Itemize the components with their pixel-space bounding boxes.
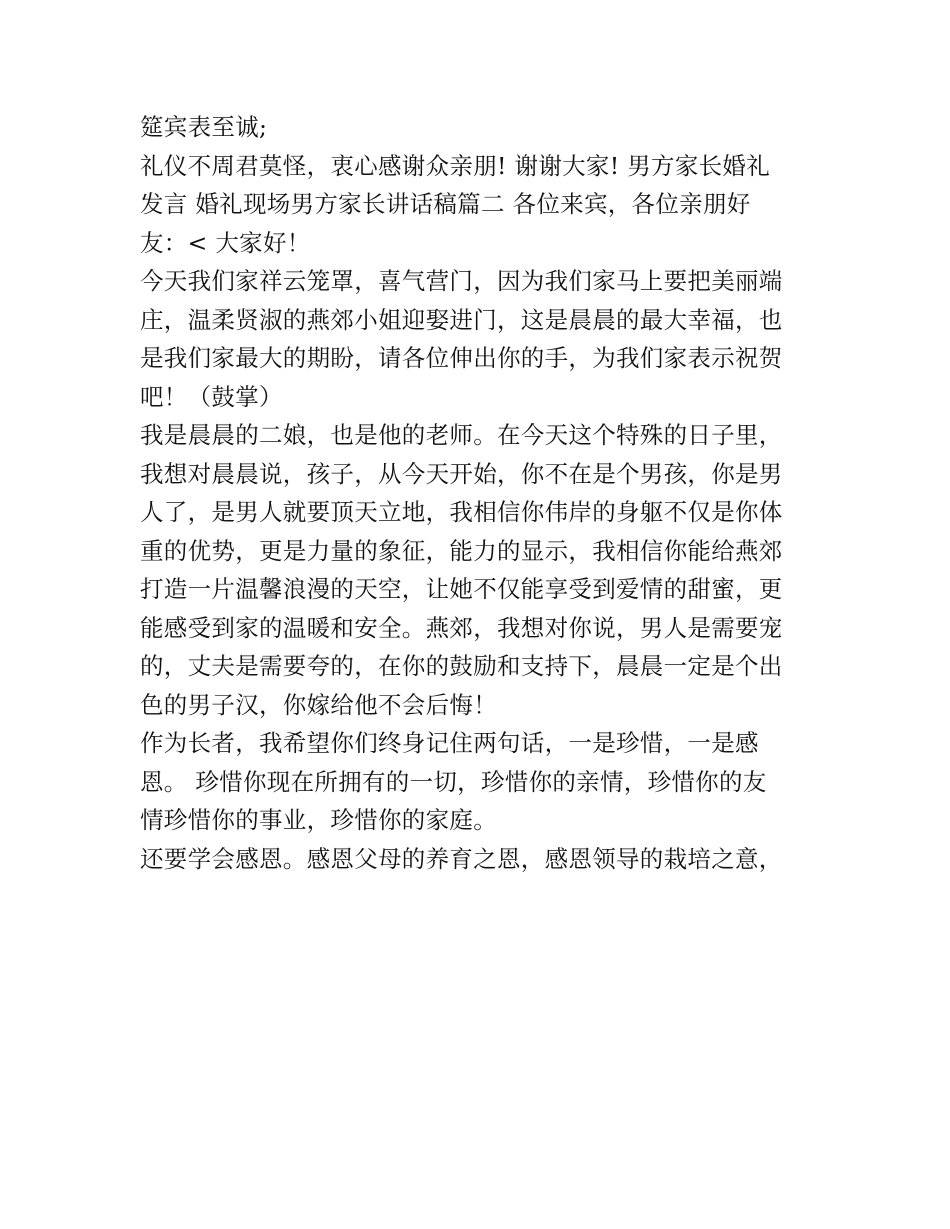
text-line: 我想对晨晨说，孩子，从今天开始，你不在是个男孩，你是男 — [140, 459, 783, 488]
text-line: 筵宾表至诚; — [140, 113, 268, 141]
text-line: 情珍惜你的事业，珍惜你的家庭。 — [140, 806, 497, 834]
text-line: 作为长者，我希望你们终身记住两句话，一是珍惜，一是感 — [140, 729, 759, 757]
text-line: 色的男子汉，你嫁给他不会后悔！ — [140, 690, 497, 719]
text-line: 重的优势，更是力量的象征，能力的显示，我相信你能给燕郊 — [140, 536, 783, 565]
text-line: 还要学会感恩。感恩父母的养育之恩，感恩领导的栽培之意， — [140, 844, 783, 873]
text-line: 是我们家最大的期盼，请各位伸出你的手，为我们家表示祝贺 — [140, 344, 783, 372]
text-line: 庄，温柔贤淑的燕郊小姐迎娶进门，这是晨晨的最大幸福，也 — [140, 305, 783, 334]
text-line: 我是晨晨的二娘，也是他的老师。在今天这个特殊的日子里， — [140, 421, 783, 449]
text-line: 发言 婚礼现场男方家长讲话稿篇二 各位来宾，各位亲朋好 — [140, 190, 751, 218]
text-line: 吧！（鼓掌） — [140, 382, 283, 411]
text-line: 恩。 珍惜你现在所拥有的一切，珍惜你的亲情，珍惜你的友 — [140, 767, 767, 796]
text-line: 友：< 大家好！ — [140, 228, 311, 257]
text-line: 能感受到家的温暖和安全。燕郊，我想对你说，男人是需要宠 — [140, 613, 783, 642]
document-body — [140, 108, 820, 878]
text-line: 礼仪不周君莫怪，衷心感谢众亲朋! 谢谢大家! 男方家长婚礼 — [140, 151, 771, 180]
text-line: 今天我们家祥云笼罩，喜气营门，因为我们家马上要把美丽端 — [140, 267, 783, 295]
text-line: 打造一片温馨浪漫的天空，让她不仅能享受到爱情的甜蜜，更 — [140, 575, 783, 603]
text-line: 人了，是男人就要顶天立地，我相信你伟岸的身躯不仅是你体 — [140, 498, 783, 526]
text-line: 的，丈夫是需要夸的，在你的鼓励和支持下，晨晨一定是个出 — [140, 652, 783, 680]
